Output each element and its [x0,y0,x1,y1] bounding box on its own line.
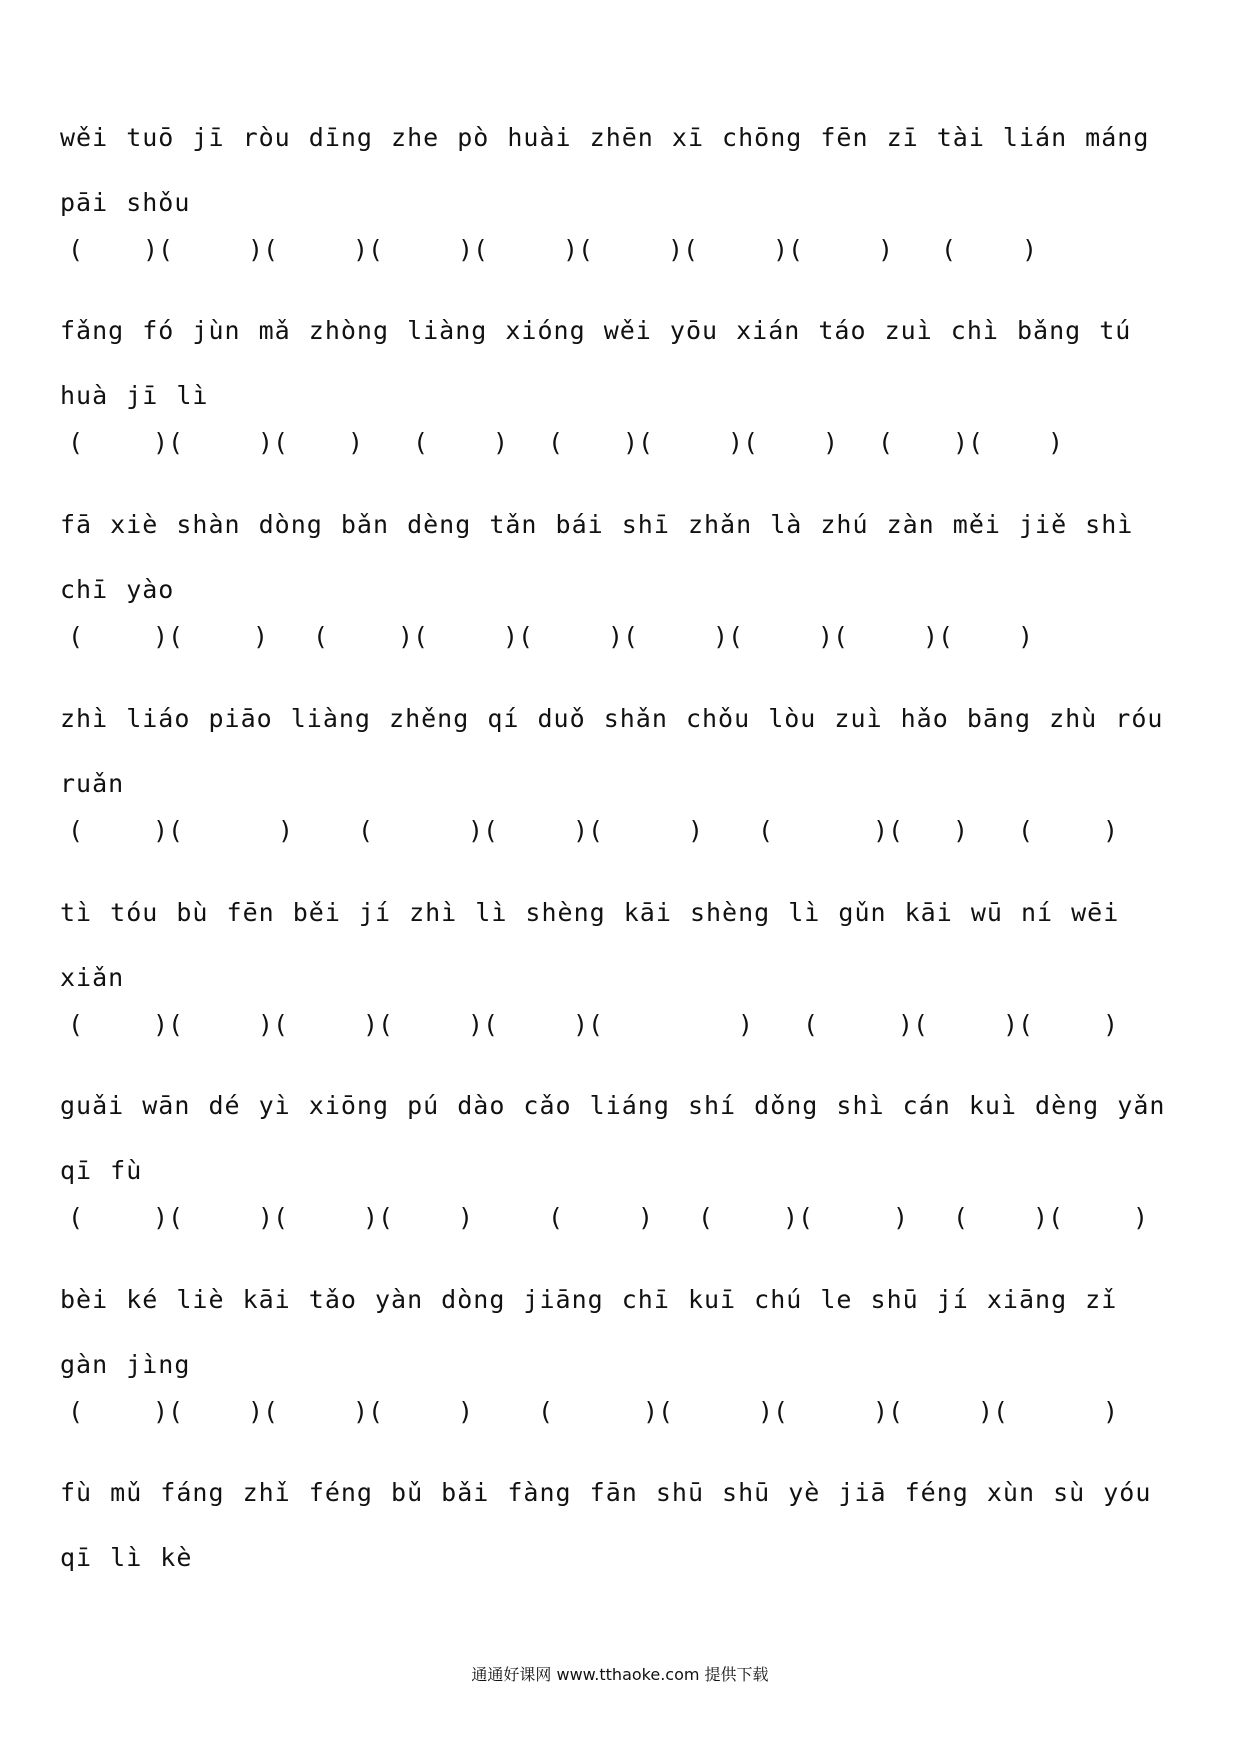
bracket: )( [353,235,384,264]
bracket: )( [248,235,279,264]
bracket: )( [458,235,489,264]
bracket: ) [1133,1203,1149,1232]
bracket: ) [688,816,704,845]
bracket: ) [953,816,969,845]
bracket: ( [878,428,894,457]
bracket: )( [153,1397,184,1426]
bracket: ) [348,428,364,457]
bracket: ) [278,816,294,845]
bracket: )( [818,622,849,651]
bracket: ( [68,622,84,651]
pinyin-line: fā xiè shàn dòng bǎn dèng tǎn bái shī zhǎn là zhú zàn měi jiě shì chī yào [60,510,1134,604]
answer-brackets-row-3 [60,622,1180,662]
bracket: )( [503,622,534,651]
bracket: )( [953,428,984,457]
pinyin-group-1 [60,105,1180,235]
bracket: ( [548,428,564,457]
bracket: )( [923,622,954,651]
bracket: ( [953,1203,969,1232]
bracket: )( [353,1397,384,1426]
pinyin-line: fù mǔ fáng zhǐ féng bǔ bǎi fàng fān shū shū yè jiā féng xùn sù yóu qī lì kè [60,1478,1152,1572]
bracket: ) [493,428,509,457]
bracket: ) [823,428,839,457]
answer-brackets-row-6 [60,1203,1180,1243]
answer-brackets-row-5 [60,1010,1180,1050]
bracket: )( [153,428,184,457]
bracket: )( [668,235,699,264]
bracket: )( [258,1203,289,1232]
pinyin-line: guǎi wān dé yì xiōng pú dào cǎo liáng shí dǒng shì cán kuì dèng yǎn qī fù [60,1091,1166,1185]
bracket: ) [1103,816,1119,845]
bracket: )( [643,1397,674,1426]
bracket: )( [153,816,184,845]
bracket: ) [893,1203,909,1232]
bracket: ) [638,1203,654,1232]
bracket: )( [783,1203,814,1232]
answer-brackets-row-2 [60,428,1180,468]
pinyin-group-2 [60,298,1180,428]
bracket: ) [878,235,894,264]
pinyin-line: wěi tuō jī ròu dīng zhe pò huài zhēn xī chōng fēn zī tài lián máng pāi shǒu [60,123,1150,217]
bracket: )( [873,1397,904,1426]
bracket: ) [1103,1010,1119,1039]
bracket: )( [758,1397,789,1426]
bracket: ( [68,816,84,845]
pinyin-group-8 [60,1460,1180,1590]
bracket: )( [978,1397,1009,1426]
bracket: ( [68,1010,84,1039]
bracket: )( [563,235,594,264]
answer-brackets-row-4 [60,816,1180,856]
bracket: )( [363,1010,394,1039]
footer-credit: 通通好课网 www.tthaoke.com 提供下载 [471,1665,769,1684]
bracket: )( [143,235,174,264]
pinyin-group-5 [60,880,1180,1010]
pinyin-group-7 [60,1267,1180,1397]
bracket: ) [1022,235,1038,264]
bracket: ( [68,1203,84,1232]
pinyin-line: tì tóu bù fēn běi jí zhì lì shèng kāi shèng lì gǔn kāi wū ní wēi xiǎn [60,898,1120,992]
pinyin-line: zhì liáo piāo liàng zhěng qí duǒ shǎn chǒu lòu zuì hǎo bāng zhù róu ruǎn [60,704,1164,798]
pinyin-group-6 [60,1073,1180,1203]
bracket: )( [468,816,499,845]
bracket: )( [728,428,759,457]
bracket: ( [538,1397,554,1426]
bracket: ) [1018,622,1034,651]
bracket: )( [1003,1010,1034,1039]
bracket: ) [458,1397,474,1426]
bracket: ( [941,235,957,264]
bracket: )( [898,1010,929,1039]
bracket: ( [548,1203,564,1232]
bracket: ) [458,1203,474,1232]
bracket: ( [68,428,84,457]
bracket: )( [153,1203,184,1232]
bracket: )( [608,622,639,651]
pinyin-line: bèi ké liè kāi tǎo yàn dòng jiāng chī kuī chú le shū jí xiāng zǐ gàn jìng [60,1285,1118,1379]
bracket: )( [153,622,184,651]
bracket: )( [153,1010,184,1039]
bracket: ( [68,1397,84,1426]
bracket: ( [803,1010,819,1039]
bracket: ) [738,1010,754,1039]
bracket: ( [68,235,84,264]
pinyin-line: fǎng fó jùn mǎ zhòng liàng xióng wěi yōu xián táo zuì chì bǎng tú huà jī lì [60,316,1132,410]
bracket: ( [698,1203,714,1232]
bracket: )( [248,1397,279,1426]
bracket: )( [363,1203,394,1232]
bracket: )( [258,428,289,457]
bracket: )( [713,622,744,651]
bracket: ( [358,816,374,845]
pinyin-group-4 [60,686,1180,816]
bracket: ( [313,622,329,651]
pinyin-group-3 [60,492,1180,622]
bracket: ( [413,428,429,457]
bracket: )( [773,235,804,264]
bracket: ) [1048,428,1064,457]
bracket: )( [573,816,604,845]
bracket: ) [253,622,269,651]
answer-brackets-row-1 [60,235,1180,275]
bracket: )( [468,1010,499,1039]
bracket: )( [1033,1203,1064,1232]
bracket: )( [573,1010,604,1039]
bracket: )( [398,622,429,651]
bracket: ( [758,816,774,845]
answer-brackets-row-7 [60,1397,1180,1437]
bracket: )( [623,428,654,457]
bracket: ( [1018,816,1034,845]
bracket: )( [258,1010,289,1039]
bracket: )( [873,816,904,845]
bracket: ) [1103,1397,1119,1426]
